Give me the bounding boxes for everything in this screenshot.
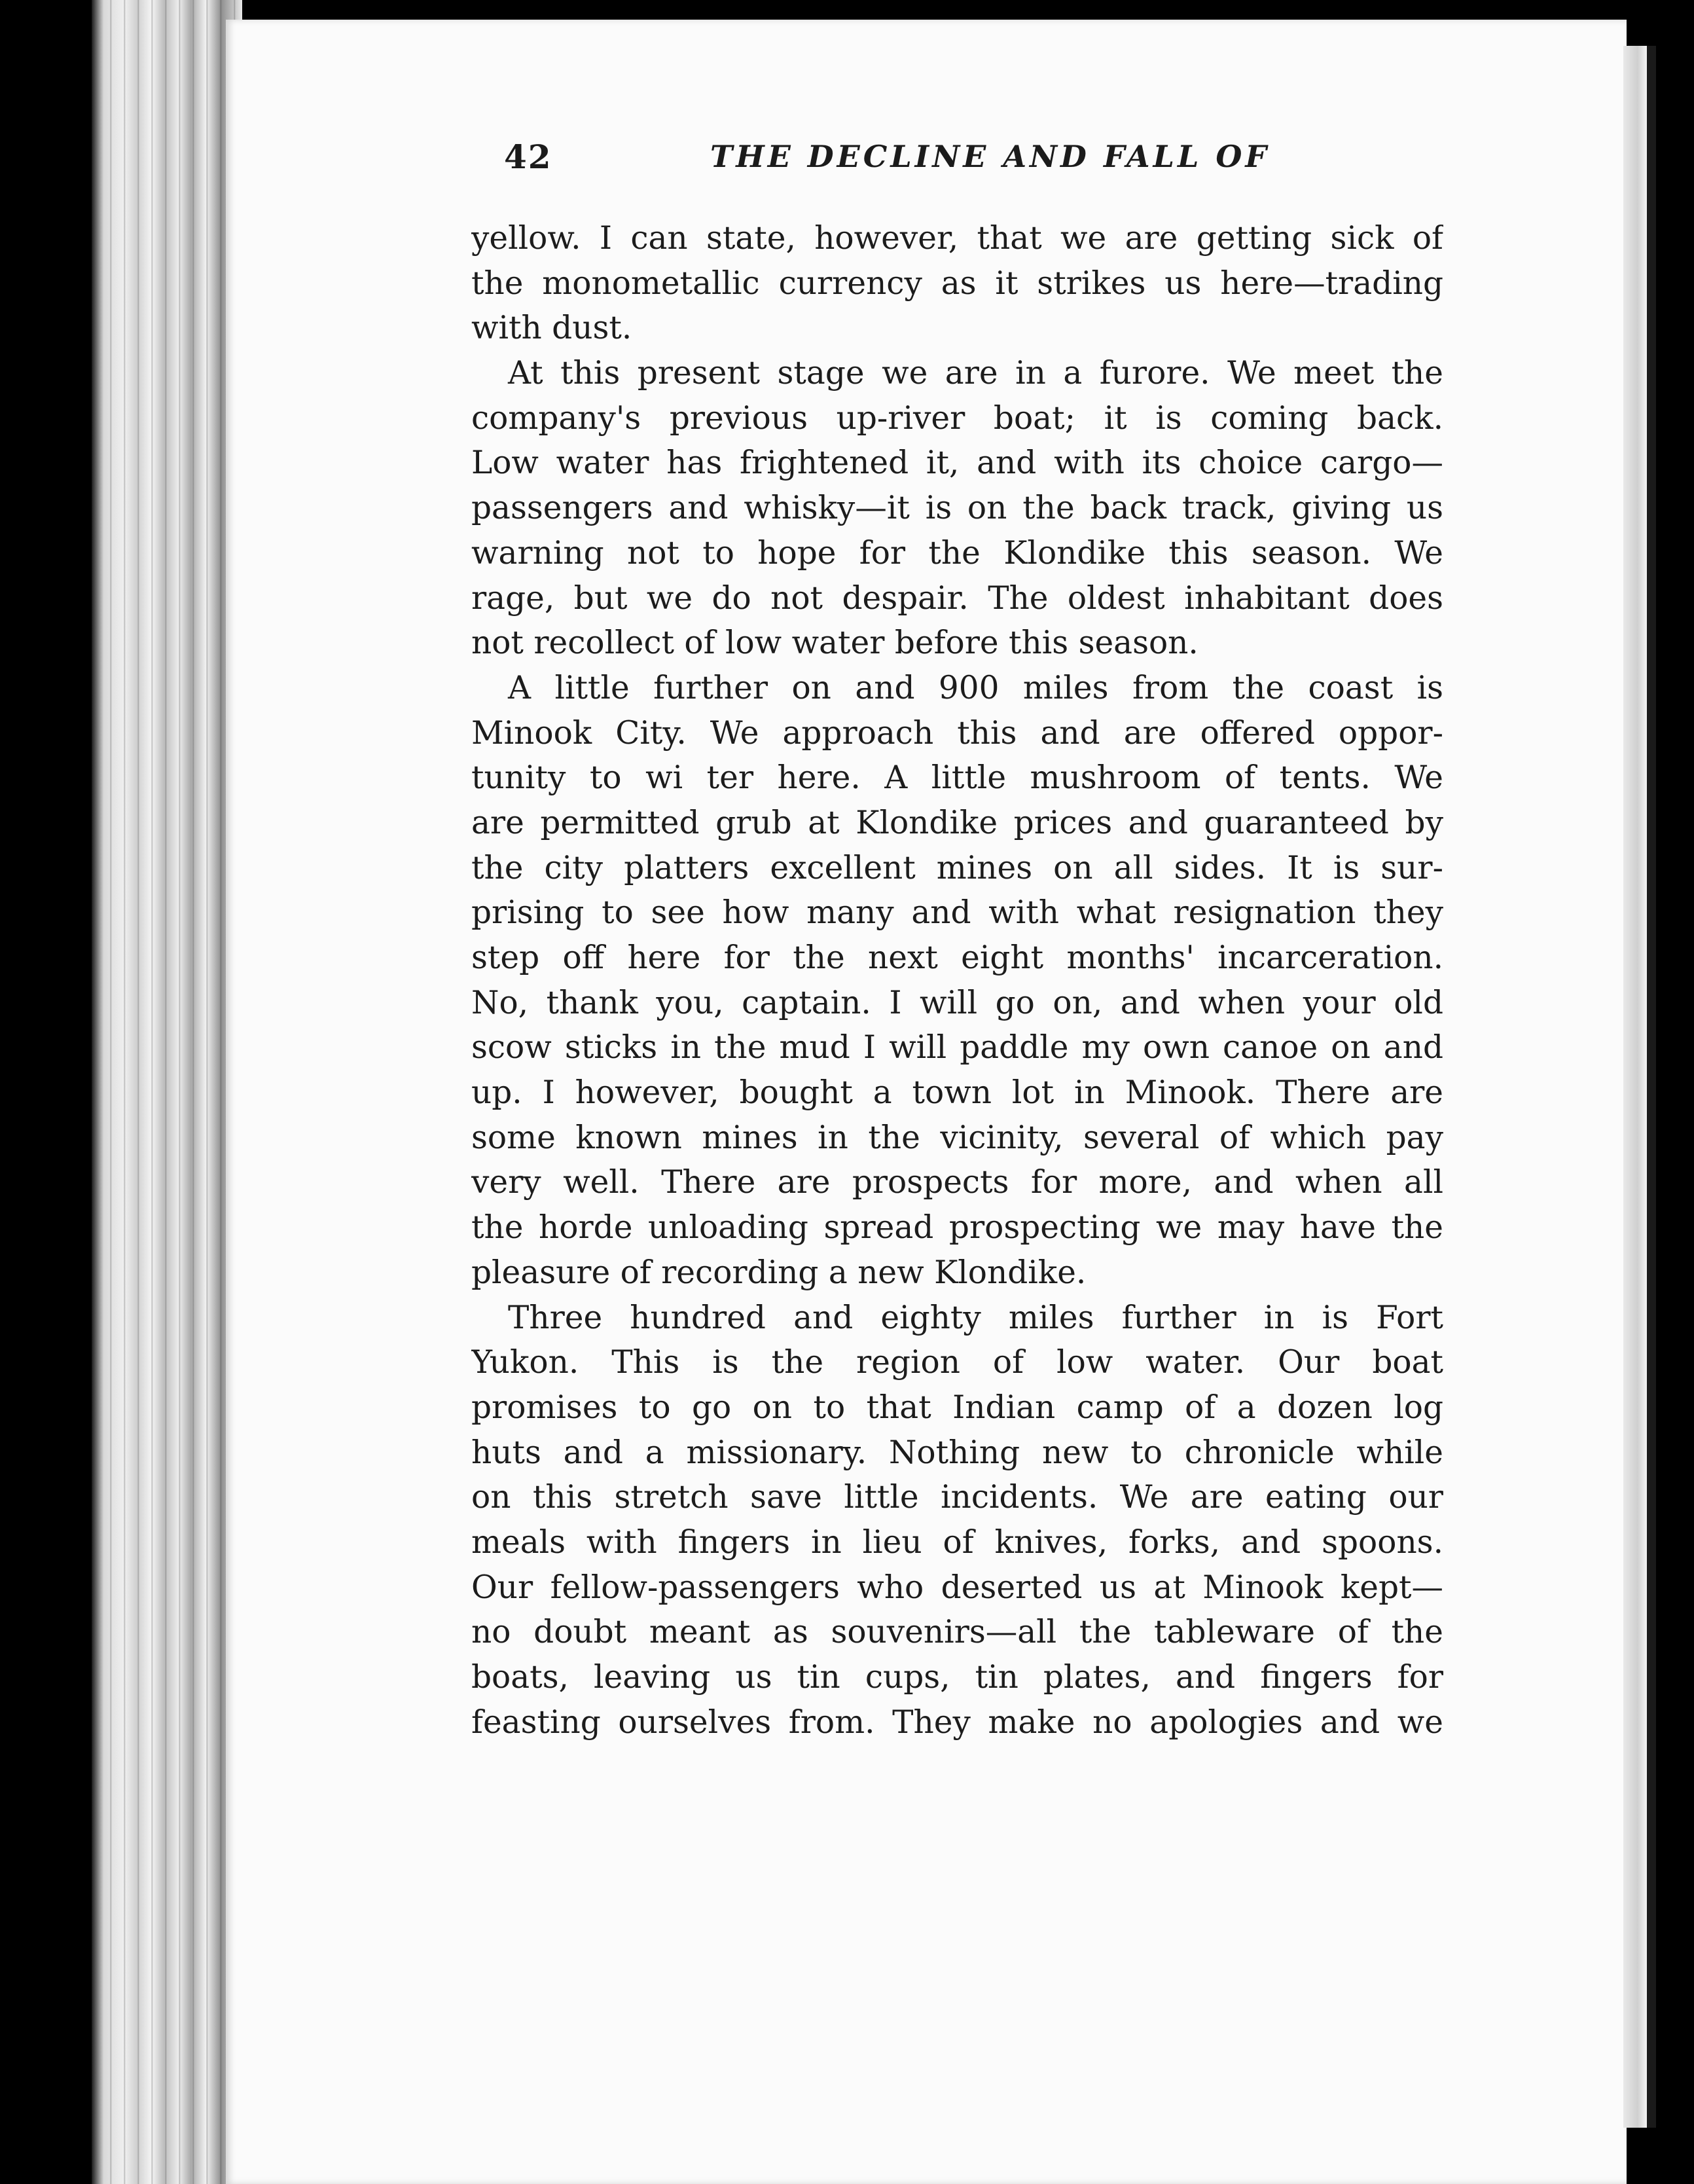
text-line: passengers and whisky—it is on the back track, giving us: [471, 490, 1443, 527]
text-line: At this present stage we are in a furore. We meet the: [508, 355, 1443, 392]
text-line: Low water has frightened it, and with its choice cargo—: [471, 445, 1443, 482]
text-line: Three hundred and eighty miles further in is Fort: [508, 1299, 1443, 1336]
text-line: yellow. I can state, however, that we are getting sick of: [471, 220, 1443, 257]
body-text: [471, 216, 1443, 1745]
text-line: the monometallic currency as it strikes us here—trading: [471, 264, 1443, 302]
text-line: Minook City. We approach this and are offered oppor-: [471, 714, 1443, 752]
text-line: up. I however, bought a town lot in Minook. There are: [471, 1074, 1443, 1112]
text-line: company's previous up-river boat; it is coming back.: [471, 399, 1443, 437]
text-line: promises to go on to that Indian camp of a dozen log: [471, 1389, 1443, 1426]
right-edge-shadow: [1647, 46, 1656, 2128]
text-line: not recollect of low water before this season.: [471, 625, 1198, 662]
text-line: Yukon. This is the region of low water. Our boat: [471, 1344, 1443, 1381]
text-line: rage, but we do not despair. The oldest inhabitant does: [471, 579, 1443, 617]
text-line: prising to see how many and with what resignation they: [471, 894, 1443, 932]
text-line: step off here for the next eight months' incarceration.: [471, 939, 1443, 976]
running-title: THE DECLINE AND FALL OF: [710, 139, 1270, 174]
text-line: some known mines in the vicinity, several of which pay: [471, 1119, 1443, 1156]
text-line: feasting ourselves from. They make no apologies and we: [471, 1703, 1443, 1741]
text-line: huts and a missionary. Nothing new to chronicle while: [471, 1434, 1443, 1471]
text-line: the horde unloading spread prospecting we may have the: [471, 1209, 1443, 1247]
page-stack-lines: [98, 0, 236, 2184]
page-number: 42: [504, 137, 552, 176]
text-line: Our fellow-passengers who deserted us at Minook kept—: [471, 1569, 1443, 1606]
text-line: no doubt meant as souvenirs—all the tableware of the: [471, 1614, 1443, 1651]
right-page-edge: [1623, 46, 1647, 2128]
text-line: scow sticks in the mud I will paddle my own canoe on and: [471, 1029, 1443, 1066]
text-line: are permitted grub at Klondike prices and guaranteed by: [471, 804, 1443, 841]
text-line: very well. There are prospects for more, and when all: [471, 1164, 1443, 1201]
text-line: warning not to hope for the Klondike this season. We: [471, 534, 1443, 572]
running-head: [504, 137, 1270, 190]
text-line: No, thank you, captain. I will go on, and when your old: [471, 984, 1443, 1021]
text-line: the city platters excellent mines on all sides. It is sur-: [471, 849, 1443, 886]
text-line: meals with fingers in lieu of knives, forks, and spoons.: [471, 1523, 1443, 1561]
text-line: with dust.: [471, 310, 632, 347]
text-line: tunity to wi ter here. A little mushroom of tents. We: [471, 759, 1443, 797]
text-line: pleasure of recording a new Klondike.: [471, 1254, 1087, 1291]
text-line: boats, leaving us tin cups, tin plates, and fingers for: [471, 1659, 1443, 1696]
text-line: A little further on and 900 miles from the coast is: [508, 669, 1443, 706]
text-line: on this stretch save little incidents. We are eating our: [471, 1479, 1443, 1516]
